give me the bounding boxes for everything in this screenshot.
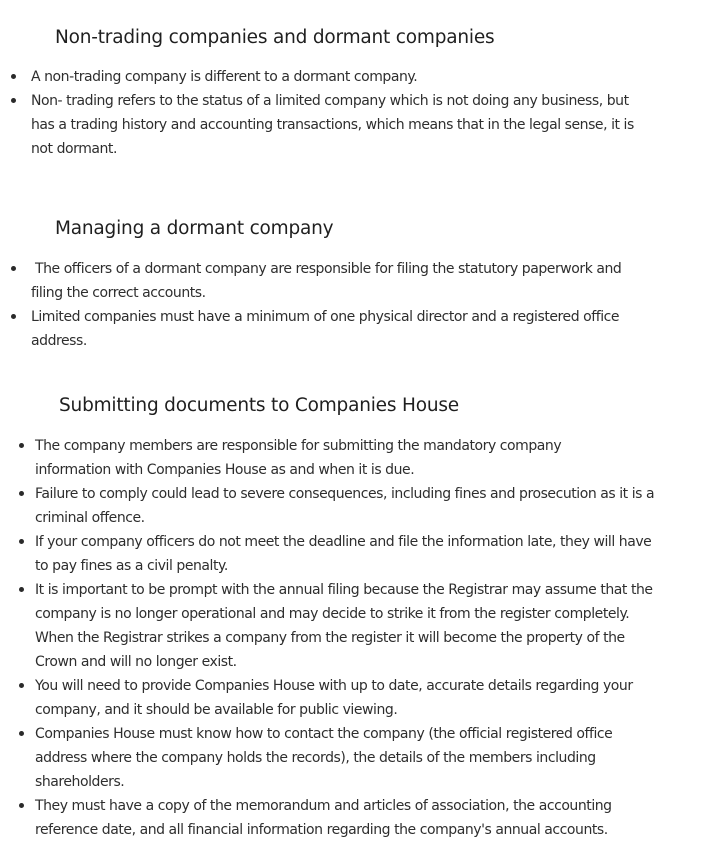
bullet-icon (19, 539, 24, 544)
list-item (31, 65, 631, 89)
bullet-icon (19, 683, 24, 688)
list-item (35, 530, 665, 578)
list-item-text: A non-trading company is different to a dormant company. (31, 69, 418, 85)
list-item-text: You will need to provide Companies House with up to date, accurate details regarding your company, and it should be available for public viewing. (35, 678, 633, 718)
bullet-icon (11, 74, 16, 79)
bullet-icon (11, 98, 16, 103)
list-item (31, 257, 636, 305)
bullet-icon (11, 266, 16, 271)
list-item (35, 722, 660, 794)
section-heading: Non-trading companies and dormant companies (55, 27, 495, 48)
list-item-text: Companies House must know how to contact the company (the official registered office address where the company holds the records), the details of the members including shareholders. (35, 726, 613, 790)
list-item (31, 89, 646, 161)
section-heading: Submitting documents to Companies House (59, 395, 459, 416)
bullet-icon (19, 491, 24, 496)
list-item-text: Non- trading refers to the status of a limited company which is not doing any business, but has a trading history and accounting transactions, which means that in the legal sense, it is not dormant. (31, 93, 634, 157)
bullet-icon (19, 587, 24, 592)
list-item (35, 794, 675, 842)
list-item (35, 578, 667, 674)
list-item-text: Failure to comply could lead to severe consequences, including fines and prosecution as it is a criminal offence. (35, 486, 655, 526)
list-item-text: They must have a copy of the memorandum and articles of association, the accounting reference date, and all financial information regarding the company's annual accounts. (35, 798, 612, 838)
section-heading: Managing a dormant company (55, 218, 334, 239)
list-item-text: The officers of a dormant company are responsible for filing the statutory paperwork and filing the correct accounts. (31, 261, 622, 301)
list-item (35, 434, 600, 482)
list-item (31, 305, 661, 353)
list-item-text: It is important to be prompt with the annual filing because the Registrar may assume that the company is no longer operational and may decide to strike it from the register completely. When the Registrar strikes a company from the register it will become the property of the Crown and will no longer exist. (35, 582, 653, 670)
bullet-icon (19, 443, 24, 448)
list-item-text: If your company officers do not meet the deadline and file the information late, they will have to pay fines as a civil penalty. (35, 534, 652, 574)
list-item-text: The company members are responsible for submitting the mandatory company information with Companies House as and when it is due. (35, 438, 562, 478)
bullet-list (31, 257, 671, 353)
list-item-text: Limited companies must have a minimum of one physical director and a registered office address. (31, 309, 620, 349)
list-item (35, 674, 650, 722)
bullet-icon (19, 731, 24, 736)
bullet-icon (19, 803, 24, 808)
bullet-list (35, 434, 675, 842)
bullet-icon (11, 314, 16, 319)
list-item (35, 482, 660, 530)
bullet-list (31, 65, 671, 161)
